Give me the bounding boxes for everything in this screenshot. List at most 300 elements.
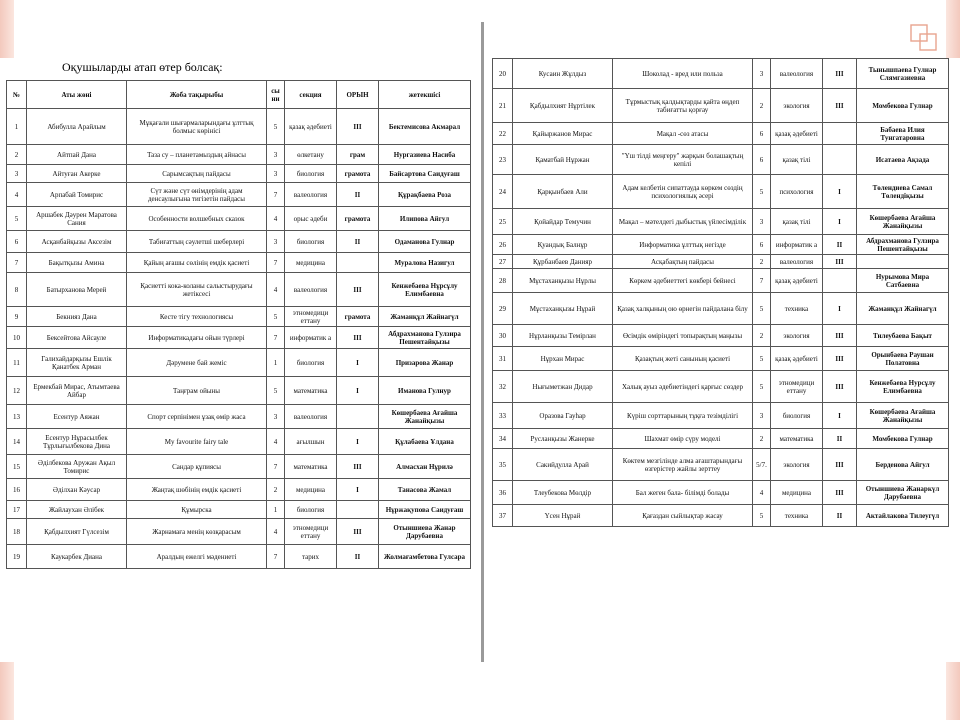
table-cell: 9 — [7, 307, 27, 327]
table-cell: Отыншиева Жанаркүл Дарубаевна — [857, 481, 949, 505]
table-cell: III — [337, 109, 379, 145]
table-cell: 7 — [267, 327, 285, 349]
table-cell: III — [337, 455, 379, 479]
table-cell: Дәрумене бай жеміс — [127, 349, 267, 377]
table-cell: валеология — [285, 273, 337, 307]
column-header: жетекшісі — [379, 81, 471, 109]
table-cell: III — [823, 59, 857, 89]
table-row — [7, 455, 471, 479]
table-cell: 33 — [493, 403, 513, 429]
table-cell: I — [823, 403, 857, 429]
table-cell: валеология — [285, 405, 337, 429]
table-cell: Оразова Гауһар — [513, 403, 613, 429]
table-cell: Жолмағамбетова Гулсара — [379, 545, 471, 569]
table-cell: Мақал – мәтелдегі дыбыстық үйлесімділік — [613, 209, 753, 235]
table-row — [493, 123, 949, 145]
table-cell: 16 — [7, 479, 27, 501]
table-cell: 28 — [493, 269, 513, 293]
table-cell: 2 — [753, 429, 771, 449]
table-cell: Мақал -сөз атасы — [613, 123, 753, 145]
table-cell: II — [337, 545, 379, 569]
column-header: секция — [285, 81, 337, 109]
table-cell: Нұржақупова Саидуғаш — [379, 501, 471, 519]
table-cell: Бексейтова Айсауле — [27, 327, 127, 349]
table-row — [7, 273, 471, 307]
table-cell: Төлендиева Самал Төлендіқызы — [857, 175, 949, 209]
table-cell: Қаматбай Нұржан — [513, 145, 613, 175]
table-cell: Жайлаухан Әлібек — [27, 501, 127, 519]
table-cell: 27 — [493, 255, 513, 269]
table-cell: биология — [285, 501, 337, 519]
table-cell: техника — [771, 505, 823, 527]
table-cell: 3 — [753, 403, 771, 429]
table-cell: Құрбанбаев Данияр — [513, 255, 613, 269]
table-cell: Аралдың ежелгі мәдениеті — [127, 545, 267, 569]
corner-squares-icon — [910, 24, 938, 52]
table-cell: II — [823, 429, 857, 449]
table-cell: 5 — [7, 207, 27, 231]
table-row — [7, 207, 471, 231]
table-body-right — [493, 59, 949, 527]
table-cell: Сарымсақтың пайдасы — [127, 165, 267, 183]
table-cell: 7 — [267, 545, 285, 569]
table-cell: Бабаева Илия Тунгатаровна — [857, 123, 949, 145]
table-cell: 7 — [267, 183, 285, 207]
table-cell: орыс әдеби — [285, 207, 337, 231]
table-cell: этномедици еттану — [771, 371, 823, 403]
document-title: Оқушыларды атап өтер болсақ: — [62, 60, 223, 74]
table-row — [493, 449, 949, 481]
table-cell: 25 — [493, 209, 513, 235]
table-cell: ағылшын — [285, 429, 337, 455]
table-cell: 4 — [753, 481, 771, 505]
table-cell: Кесте тігу технологиясы — [127, 307, 267, 327]
table-cell: 23 — [493, 145, 513, 175]
table-cell: Асқанбайқызы Аксезім — [27, 231, 127, 253]
table-cell: Шахмат өмір сүру моделі — [613, 429, 753, 449]
table-cell: 4 — [267, 273, 285, 307]
table-cell: Бекнияз Дана — [27, 307, 127, 327]
column-header: ОРЫН — [337, 81, 379, 109]
table-cell: 13 — [7, 405, 27, 429]
table-cell: Абибулла Арайлым — [27, 109, 127, 145]
decor-bar-top-right — [946, 0, 960, 58]
table-cell: 30 — [493, 325, 513, 347]
table-cell: Нұрланқызы Темірлан — [513, 325, 613, 347]
table-cell: 29 — [493, 293, 513, 325]
table-cell: III — [337, 519, 379, 545]
table-cell: Жаманқұл Жайнагүл — [857, 293, 949, 325]
table-cell: биология — [771, 403, 823, 429]
table-row — [7, 349, 471, 377]
table-cell: Бал жеген бала- білімді болады — [613, 481, 753, 505]
table-cell: I — [337, 349, 379, 377]
table-cell: 31 — [493, 347, 513, 371]
table-row — [493, 145, 949, 175]
table-cell: Бектемисова Акмарал — [379, 109, 471, 145]
table-cell: 36 — [493, 481, 513, 505]
table-row — [493, 209, 949, 235]
table-row — [7, 253, 471, 273]
table-cell: Мұқағали шығармаларындағы ұлттық болмыс көрінісі — [127, 109, 267, 145]
table-cell: информатик а — [771, 235, 823, 255]
table-cell: Халық ауыз әдебиетіндегі қарғыс сөздер — [613, 371, 753, 403]
table-cell: Қағаздан сыйлықтар жасау — [613, 505, 753, 527]
table-cell: 22 — [493, 123, 513, 145]
header-row — [7, 81, 471, 109]
table-cell: Батырханова Мерей — [27, 273, 127, 307]
table-cell: экология — [771, 325, 823, 347]
table-cell: 5 — [753, 175, 771, 209]
table-cell: My favourite fairy tale — [127, 429, 267, 455]
table-cell: Ермекбай Мирас, Атымтаева Айбар — [27, 377, 127, 405]
table-cell: 12 — [7, 377, 27, 405]
table-cell: 1 — [267, 501, 285, 519]
table-cell — [823, 123, 857, 145]
table-cell: Момбекова Гулнар — [857, 89, 949, 123]
table-cell: 2 — [7, 145, 27, 165]
table-cell: 3 — [267, 231, 285, 253]
table-row — [493, 505, 949, 527]
table-cell: 1 — [267, 349, 285, 377]
table-cell: Адам келбетін сипаттауда көркем сөздің психологиялық әсері — [613, 175, 753, 209]
table-row — [7, 145, 471, 165]
table-cell: III — [823, 255, 857, 269]
table-cell: Информатикадағы ойын түрлері — [127, 327, 267, 349]
table-cell: Қабдылхият Гүлсезім — [27, 519, 127, 545]
table-cell: валеология — [771, 255, 823, 269]
table-cell: Таңғрам ойыны — [127, 377, 267, 405]
table-cell: 32 — [493, 371, 513, 403]
table-cell: 5 — [753, 505, 771, 527]
table-cell: биология — [285, 231, 337, 253]
table-cell: Әділбекова Аружан Ақыл Томирис — [27, 455, 127, 479]
table-cell: Қарқынбаев Али — [513, 175, 613, 209]
table-cell: 21 — [493, 89, 513, 123]
table-cell: математика — [771, 429, 823, 449]
table-cell: Каукарбек Диана — [27, 545, 127, 569]
table-cell: I — [337, 429, 379, 455]
table-row — [7, 405, 471, 429]
table-cell: Қазақтың жеті санының қасиеті — [613, 347, 753, 371]
table-cell: Нұрхан Мирас — [513, 347, 613, 371]
table-row — [493, 347, 949, 371]
table-cell: 4 — [267, 207, 285, 231]
table-cell: 5 — [267, 307, 285, 327]
table-row — [493, 89, 949, 123]
table-row — [7, 231, 471, 253]
table-cell: III — [823, 449, 857, 481]
table-row — [7, 183, 471, 207]
table-cell: 7 — [267, 253, 285, 273]
table-cell: Исатаева Ақзада — [857, 145, 949, 175]
table-row — [493, 403, 949, 429]
table-cell: Үсен Нұрай — [513, 505, 613, 527]
table-cell: Русланқызы Жанерке — [513, 429, 613, 449]
table-cell: Абдрахманова Гулзира Пешентайқызы — [857, 235, 949, 255]
table-cell: III — [823, 371, 857, 403]
table-cell: III — [823, 481, 857, 505]
table-cell: қазақ тілі — [771, 209, 823, 235]
table-cell — [823, 145, 857, 175]
table-row — [493, 325, 949, 347]
table-row — [493, 429, 949, 449]
table-cell: II — [337, 183, 379, 207]
students-table-left — [6, 80, 471, 569]
table-cell: Илипова Айгул — [379, 207, 471, 231]
table-cell: Көктем мезгілінде алма ағаштарындағы өзгерістер жайлы зерттеу — [613, 449, 753, 481]
column-header: Жоба тақырыбы — [127, 81, 267, 109]
table-cell: математика — [285, 455, 337, 479]
page-divider — [481, 22, 484, 662]
table-cell: 5/7. — [753, 449, 771, 481]
table-cell: Асқабақтың пайдасы — [613, 255, 753, 269]
table-cell: Кенжебаева Нурсұлу Елимбаевна — [857, 371, 949, 403]
table-cell: Қойайдар Темучин — [513, 209, 613, 235]
table-row — [493, 175, 949, 209]
table-cell: II — [337, 231, 379, 253]
table-cell: Сүт және сүт өнімдерінің адам денсаулығына тигізетін пайдасы — [127, 183, 267, 207]
table-cell: 7 — [7, 253, 27, 273]
table-cell: Мұстаханқызы Нұрлы — [513, 269, 613, 293]
table-cell: 6 — [753, 235, 771, 255]
table-row — [493, 255, 949, 269]
students-table-right — [492, 58, 949, 527]
table-cell: III — [823, 89, 857, 123]
table-cell: III — [337, 273, 379, 307]
table-cell: Момбекова Гулнар — [857, 429, 949, 449]
table-cell: 20 — [493, 59, 513, 89]
table-cell: Байсартова Саидуғаш — [379, 165, 471, 183]
table-cell: Галихайдарқызы Ешлік Қанатбек Арман — [27, 349, 127, 377]
table-cell: Құмырска — [127, 501, 267, 519]
table-row — [7, 377, 471, 405]
table-cell: Арпабай Томирис — [27, 183, 127, 207]
table-cell: 11 — [7, 349, 27, 377]
table-cell: 5 — [753, 293, 771, 325]
table-cell — [823, 269, 857, 293]
table-cell: қазақ тілі — [771, 145, 823, 175]
table-cell: Нургазиева Насиба — [379, 145, 471, 165]
table-cell: Призарова Жанар — [379, 349, 471, 377]
table-cell: Құлабаева Ұлдана — [379, 429, 471, 455]
table-row — [493, 235, 949, 255]
table-cell: Тилеубаева Бақыт — [857, 325, 949, 347]
table-cell: Қасиетті кока-коланы салыстырудағы жетіксесі — [127, 273, 267, 307]
table-cell: Көркем әдебиеттегі көкбері бейнесі — [613, 269, 753, 293]
table-cell: III — [823, 325, 857, 347]
table-cell: Табиғаттың сәулетші шеберлері — [127, 231, 267, 253]
decor-bar-top-left — [0, 0, 14, 58]
table-cell: Муралова Назигул — [379, 253, 471, 273]
table-cell: 3 — [7, 165, 27, 183]
table-cell: Жарнамаға менің көзқарасым — [127, 519, 267, 545]
table-cell: Жаңтақ шөбінің емдік қасиеті — [127, 479, 267, 501]
table-cell: 2 — [753, 89, 771, 123]
table-cell: Берденова Айгул — [857, 449, 949, 481]
table-row — [7, 109, 471, 145]
table-cell: 7 — [267, 455, 285, 479]
table-cell: 6 — [7, 231, 27, 253]
table-cell: Сандар құпиясы — [127, 455, 267, 479]
table-cell: өлкетану — [285, 145, 337, 165]
table-cell: 2 — [753, 325, 771, 347]
column-header: Аты жөні — [27, 81, 127, 109]
table-cell: I — [337, 479, 379, 501]
column-header: № — [7, 81, 27, 109]
table-cell: грамота — [337, 307, 379, 327]
table-row — [493, 293, 949, 325]
table-cell: I — [823, 293, 857, 325]
table-cell: 14 — [7, 429, 27, 455]
table-cell: 4 — [7, 183, 27, 207]
table-row — [7, 327, 471, 349]
table-row — [493, 481, 949, 505]
table-cell: Одаманова Гулнар — [379, 231, 471, 253]
table-row — [7, 165, 471, 183]
table-cell: Отыншиева Жанар Дарубаевна — [379, 519, 471, 545]
table-cell: Шоколад - вред или польза — [613, 59, 753, 89]
table-cell: Тұрмыстық қалдықтарды қайта өңдеп табиғатты қорғау — [613, 89, 753, 123]
table-cell: 6 — [753, 145, 771, 175]
table-cell: 10 — [7, 327, 27, 349]
table-cell: Қуандық Балнұр — [513, 235, 613, 255]
table-cell: Спорт серпінімен ұзақ өмір жаса — [127, 405, 267, 429]
table-row — [493, 59, 949, 89]
table-row — [7, 429, 471, 455]
table-cell — [337, 501, 379, 519]
table-cell: Бақытқызы Амина — [27, 253, 127, 273]
table-cell: Құрақбаева Роза — [379, 183, 471, 207]
table-row — [7, 545, 471, 569]
table-cell: 8 — [7, 273, 27, 307]
table-cell: Актайлакова Тилеугүл — [857, 505, 949, 527]
table-cell: Особенности волшебных сказок — [127, 207, 267, 231]
table-cell: Көшербаева Ағайша Жанайқызы — [379, 405, 471, 429]
table-cell: Күріш сорттарының тұқға тезімділігі — [613, 403, 753, 429]
table-cell: грам — [337, 145, 379, 165]
table-cell: 17 — [7, 501, 27, 519]
table-cell: 3 — [267, 405, 285, 429]
table-body-left — [7, 109, 471, 569]
table-cell: қазақ әдебиеті — [771, 123, 823, 145]
table-cell: Мұстаханқызы Нұрай — [513, 293, 613, 325]
table-cell: 1 — [7, 109, 27, 145]
table-cell: 4 — [267, 429, 285, 455]
table-cell: 3 — [753, 209, 771, 235]
table-cell — [337, 253, 379, 273]
table-cell: экология — [771, 89, 823, 123]
table-cell: медицина — [285, 479, 337, 501]
decor-bar-bottom-left — [0, 662, 14, 720]
table-cell: валеология — [285, 183, 337, 207]
table-cell: экология — [771, 449, 823, 481]
table-cell: Айтпай Дана — [27, 145, 127, 165]
table-cell: Көшербаева Ағайша Жанайқызы — [857, 403, 949, 429]
table-cell: Кусаин Жұлдыз — [513, 59, 613, 89]
table-cell: 2 — [267, 479, 285, 501]
table-cell: 5 — [753, 371, 771, 403]
table-cell: Қайың ағашы сөлінің емдік қасиеті — [127, 253, 267, 273]
table-row — [7, 307, 471, 327]
decor-bar-bottom-right — [946, 662, 960, 720]
table-cell: биология — [285, 165, 337, 183]
table-cell: Иманова Гулнур — [379, 377, 471, 405]
table-cell: Тлеубекова Мөлдір — [513, 481, 613, 505]
table-cell: Танасова Жамал — [379, 479, 471, 501]
table-cell: Қайыржанов Мирас — [513, 123, 613, 145]
table-cell: 3 — [753, 59, 771, 89]
table-cell: Таза су – планетамыздың айнасы — [127, 145, 267, 165]
table-cell: валеология — [771, 59, 823, 89]
table-cell: 5 — [267, 377, 285, 405]
table-cell: Нурымова Мира Сатбаевна — [857, 269, 949, 293]
table-cell — [337, 405, 379, 429]
table-cell: 26 — [493, 235, 513, 255]
table-cell: I — [823, 209, 857, 235]
table-cell: информатик а — [285, 327, 337, 349]
table-cell: қазақ әдебиеті — [771, 269, 823, 293]
table-cell: III — [823, 347, 857, 371]
table-cell: 3 — [267, 145, 285, 165]
table-cell: Сакийдулла Арай — [513, 449, 613, 481]
table-cell: Қазақ халқының ою өрнегін пайдалана білу — [613, 293, 753, 325]
table-cell: Жаманқұл Жайнагүл — [379, 307, 471, 327]
table-cell: грамота — [337, 165, 379, 183]
table-cell: Аршабек Дәурен Маратова Сания — [27, 207, 127, 231]
table-cell: 24 — [493, 175, 513, 209]
table-cell: II — [823, 505, 857, 527]
table-cell: Тынышпаева Гулнар Слямгазиевна — [857, 59, 949, 89]
table-header-left — [7, 81, 471, 109]
table-cell: 18 — [7, 519, 27, 545]
table-cell: Нығыметжан Дидар — [513, 371, 613, 403]
table-cell: 3 — [267, 165, 285, 183]
table-cell: этномедици еттану — [285, 307, 337, 327]
table-row — [493, 269, 949, 293]
table-row — [7, 479, 471, 501]
table-cell: тарих — [285, 545, 337, 569]
column-header: сы ни — [267, 81, 285, 109]
table-cell: 35 — [493, 449, 513, 481]
table-cell: қазақ әдебиеті — [771, 347, 823, 371]
table-cell: Әділхан Кәусар — [27, 479, 127, 501]
table-cell: 5 — [753, 347, 771, 371]
table-cell: Кенжебаева Нұрсұлу Елимбаевна — [379, 273, 471, 307]
table-cell: Есентур Аяжан — [27, 405, 127, 429]
table-cell: математика — [285, 377, 337, 405]
table-cell: грамота — [337, 207, 379, 231]
table-cell: этномедици еттану — [285, 519, 337, 545]
table-row — [7, 501, 471, 519]
table-cell: 6 — [753, 123, 771, 145]
table-cell: 7 — [753, 269, 771, 293]
table-cell: 4 — [267, 519, 285, 545]
table-cell — [857, 255, 949, 269]
table-row — [493, 371, 949, 403]
table-cell: I — [823, 175, 857, 209]
table-cell: 2 — [753, 255, 771, 269]
table-cell: 34 — [493, 429, 513, 449]
table-cell: 37 — [493, 505, 513, 527]
table-cell: I — [337, 377, 379, 405]
table-cell: қазақ әдебиеті — [285, 109, 337, 145]
table-cell: медицина — [771, 481, 823, 505]
table-cell: Информатика ұлттық негізде — [613, 235, 753, 255]
table-cell: 15 — [7, 455, 27, 479]
table-cell: медицина — [285, 253, 337, 273]
table-cell: Қабдылхият Нұртілек — [513, 89, 613, 123]
